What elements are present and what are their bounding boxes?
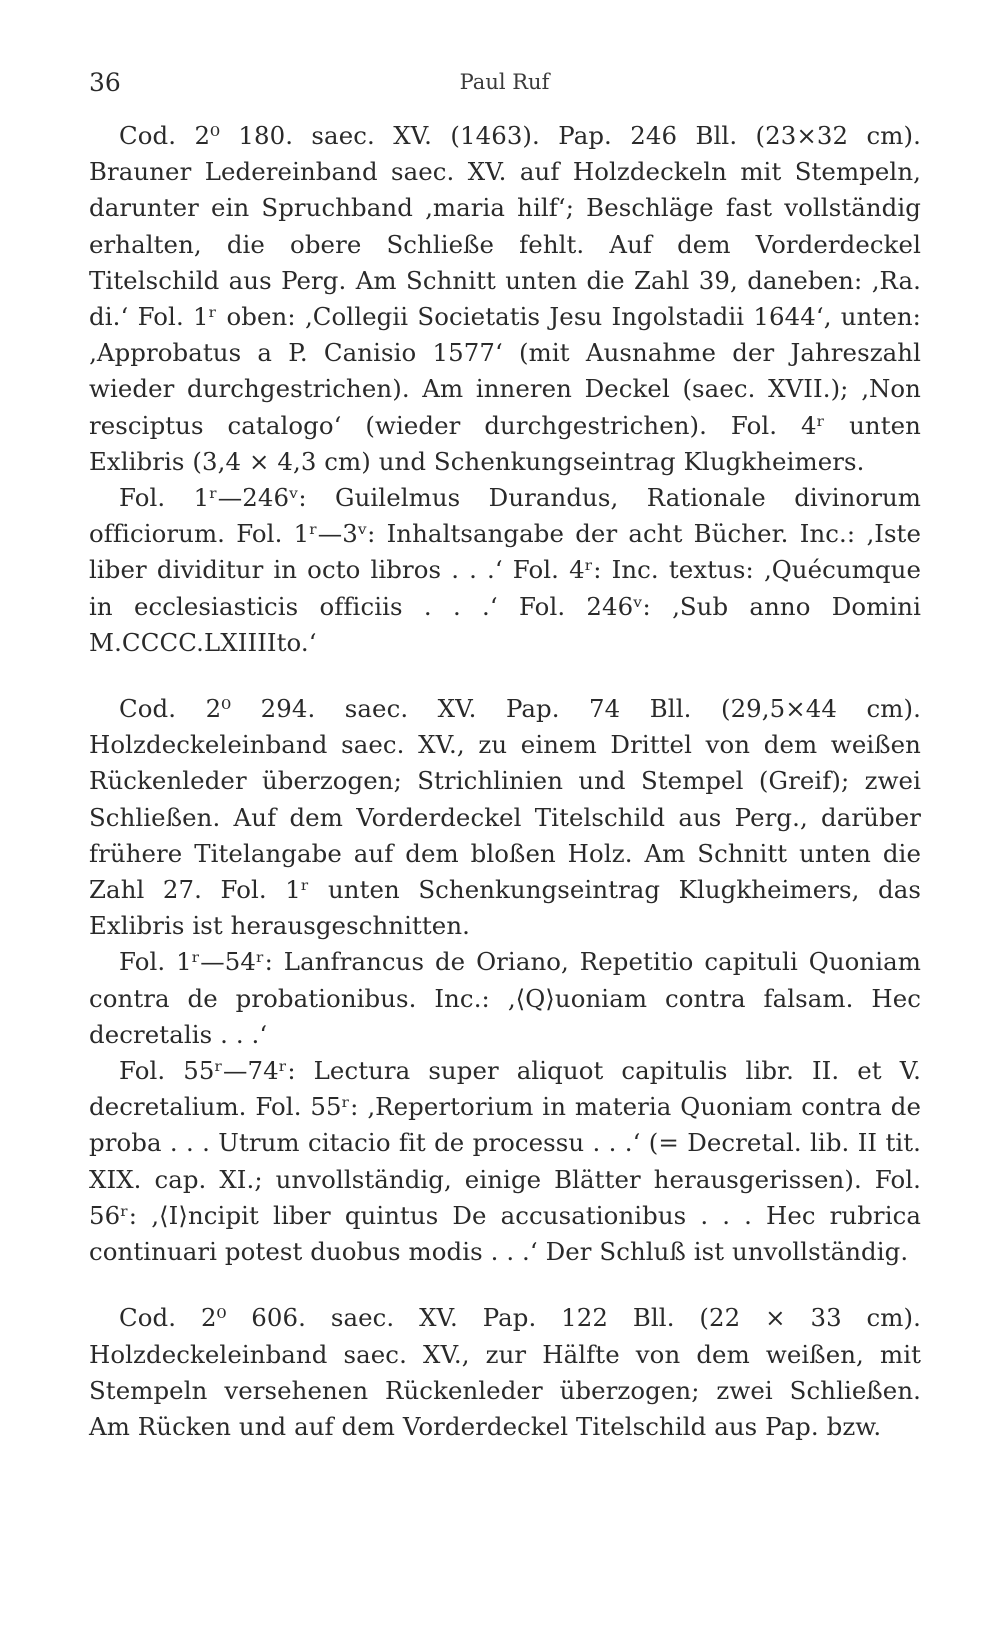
paragraph: Fol. 1ʳ—54ʳ: Lanfrancus de Oriano, Repetitio capituli Quoniam contra de probationibus. Inc.: ‚⟨Q⟩uoniam contra falsam. Hec decretalis . . .‘ — [89, 947, 921, 1049]
paragraph: Cod. 2⁰ 180. saec. XV. (1463). Pap. 246 Bll. (23×32 cm). Brauner Ledereinband saec. XV. auf Holzdeckeln mit Stempeln, darunter ein Spruchband ‚maria hilf‘; Beschläge fast vollständig erhalten, die obere Schließe fehlt. Auf dem Vorderdeckel Titelschild aus Perg. Am Schnitt unten die Zahl 39, daneben: ‚Ra. di.‘ Fol. 1ʳ oben: ‚Collegii Societatis Jesu Ingolstadii 1644‘, unten: ‚Approbatus a P. Canisio 1577‘ (mit Ausnahme der Jahreszahl wieder durchgestrichen). Am inneren Deckel (saec. XVII.); ‚Non resciptus catalogo‘ (wieder durchgestrichen). Fol. 4ʳ unten Exlibris (3,4 × 4,3 cm) und Schenkungseintrag Klugkheimers. — [89, 121, 921, 476]
codex-entry — [89, 1300, 921, 1445]
paragraph: Cod. 2⁰ 294. saec. XV. Pap. 74 Bll. (29,5×44 cm). Holzdeckeleinband saec. XV., zu einem Drittel von dem weißen Rückenleder überzogen; Strichlinien und Stempel (Greif); zwei Schließen. Auf dem Vorderdeckel Titelschild aus Perg., darüber frühere Titelangabe auf dem bloßen Holz. Am Schnitt unten die Zahl 27. Fol. 1ʳ unten Schenkungseintrag Klugkheimers, das Exlibris ist herausgeschnitten. — [89, 694, 921, 941]
paragraph: Fol. 1ʳ—246ᵛ: Guilelmus Durandus, Rationale divinorum officiorum. Fol. 1ʳ—3ᵛ: Inhaltsangabe der acht Bücher. Inc.: ‚Iste liber dividitur in octo libros . . .‘ Fol. 4ʳ: Inc. textus: ‚Quécumque in ecclesiasticis officiis . . .‘ Fol. 246ᵛ: ‚Sub anno Domini M.CCCC.LXIIIIto.‘ — [89, 483, 921, 657]
codex-entry — [89, 691, 921, 1270]
running-head: Paul Ruf — [459, 70, 550, 94]
page-number: 36 — [89, 68, 121, 97]
codex-entry — [89, 118, 921, 661]
paragraph: Cod. 2⁰ 606. saec. XV. Pap. 122 Bll. (22 × 33 cm). Holzdeckeleinband saec. XV., zur Hälfte von dem weißen, mit Stempeln versehenen Rückenleder überzogen; zwei Schließen. Am Rücken und auf dem Vorderdeckel Titelschild aus Pap. bzw. — [89, 1303, 921, 1441]
paragraph: Fol. 55ʳ—74ʳ: Lectura super aliquot capitulis libr. II. et V. decretalium. Fol. 55ʳ: ‚Repertorium in materia Quoniam contra de proba . . . Utrum citacio fit de processu . . .‘ (= Decretal. lib. II tit. XIX. cap. XI.; unvollständig, einige Blätter herausgerissen). Fol. 56ʳ: ‚⟨I⟩ncipit liber quintus De accusationibus . . . Hec rubrica continuari potest duobus modis . . .‘ Der Schluß ist unvollständig. — [89, 1056, 921, 1267]
document-body — [89, 118, 921, 1475]
page-header — [89, 68, 920, 108]
